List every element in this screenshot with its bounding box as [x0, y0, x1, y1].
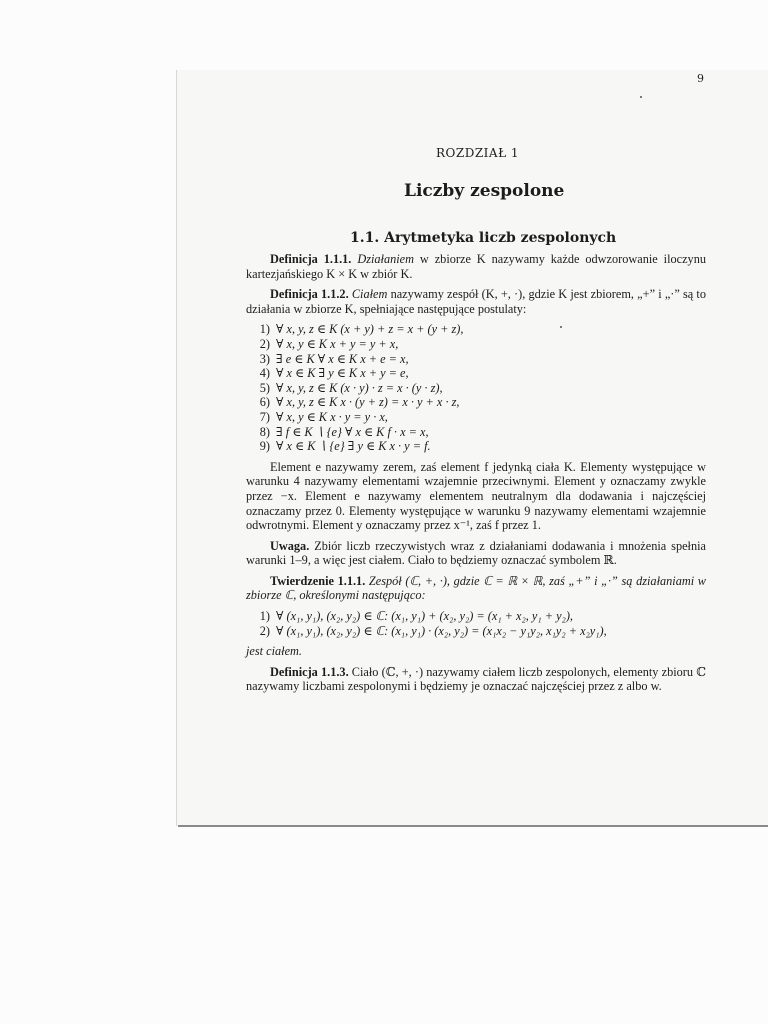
item-number: 4) [259, 366, 270, 381]
formula: ∃ e ∈ K ∀ x ∈ K x + e = x, [276, 351, 409, 366]
definition-text: nazywamy zespół (K, +, ·), gdzie K jest zbiorem, „+” i „·” są to działania w zbiorze K, spełniające następujące postulaty: [246, 287, 706, 316]
definition-1-1-2 [246, 287, 706, 316]
formula: ∀ x, y, z ∈ K (x + y) + z = x + (y + z), [276, 322, 464, 337]
item-number: 6) [259, 395, 270, 410]
item-number: 3) [259, 351, 270, 366]
item-number: 1) [259, 322, 270, 337]
formula: ∀ x ∈ K ∖ {e} ∃ y ∈ K x · y = f. [276, 439, 431, 454]
postulate-item [246, 352, 706, 367]
formula: ∀ x, y, z ∈ K (x · y) · z = x · (y · z), [276, 380, 443, 395]
remark [246, 539, 706, 568]
formula: ∀ x, y, z ∈ K x · (y + z) = x · y + x · z, [276, 395, 460, 410]
item-number: 5) [259, 380, 270, 395]
postulate-item [246, 322, 706, 337]
postulate-item [246, 439, 706, 454]
scan-speck [640, 96, 642, 98]
formula: ∀ (x₁, y₁), (x₂, y₂) ∈ ℂ: (x₁, y₁) + (x₂, y₂) = (x₁ + x₂, y₁ + y₂), [276, 609, 573, 624]
postulate-item [246, 410, 706, 425]
postulate-item [246, 366, 706, 381]
theorem-text: Zespół (ℂ, +, ·), gdzie ℂ = ℝ × ℝ, zaś „+” i „·” są działaniami w zbiorze ℂ, określonymi następująco: [246, 573, 706, 603]
definition-text: Ciało (ℂ, +, ·) nazywamy ciałem liczb zespolonych, elementy zbioru ℂ nazywamy liczbami zespolonymi i będziemy je oznaczać najczęściej przez z albo w. [246, 664, 706, 694]
chapter-label: ROZDZIAŁ 1 [436, 146, 520, 160]
item-number: 2) [259, 336, 270, 351]
item-number: 7) [259, 409, 270, 424]
element-paragraph: Element e nazywamy zerem, zaś element f jedynką ciała K. Elementy występujące w warunku 4 nazywamy elementami wzajemnie przeciwnymi. Element y oznaczamy zwykle przez −x. Element e nazywamy elementem neutralnym dla dodawania i najczęściej oznaczamy przez 0. Elementy występujące w warunku 9 nazywamy elementami wzajemnie odwrotnymi. Element y oznaczamy przez x⁻¹, zaś f przez 1. [246, 459, 706, 533]
remark-text: Zbiór liczb rzeczywistych wraz z działaniami dodawania i mnożenia spełnia warunki 1–9, a więc jest ciałem. Ciało to będziemy oznaczać symbolem ℝ. [246, 538, 706, 568]
theorem-heading: Twierdzenie 1.1.1. [270, 573, 366, 588]
item-number: 2) [259, 623, 270, 638]
chapter-title: Liczby zespolone [404, 181, 565, 201]
formula: ∀ (x₁, y₁), (x₂, y₂) ∈ ℂ: (x₁, y₁) · (x₂, y₂) = (x₁x₂ − y₁y₂, x₁y₂ + x₂y₁), [276, 623, 607, 638]
theorem-1-1-1 [246, 574, 706, 603]
postulates-list [246, 322, 706, 453]
definition-1-1-1 [246, 252, 706, 281]
defined-term: Działaniem [357, 252, 415, 266]
formula: ∃ f ∈ K ∖ {e} ∀ x ∈ K f · x = x, [276, 424, 429, 439]
page-bottom-edge [178, 825, 768, 827]
definition-heading: Definicja 1.1.2. [270, 287, 349, 302]
definition-heading: Definicja 1.1.1. [270, 252, 352, 266]
postulate-item [246, 381, 706, 396]
defined-term: Ciałem [351, 287, 388, 302]
formula: ∀ x, y ∈ K x · y = y · x, [276, 409, 388, 424]
operation-item [246, 609, 706, 624]
theorem-operations-list [246, 609, 706, 638]
definition-text: w zbiorze K nazywamy każde odwzorowanie iloczynu kartezjańskiego K × K w zbiór K. [246, 252, 706, 281]
item-number: 9) [259, 439, 270, 454]
item-number: 8) [259, 424, 270, 439]
page-number: 9 [697, 72, 704, 85]
item-number: 1) [259, 609, 270, 624]
formula: ∀ x ∈ K ∃ y ∈ K x + y = e, [276, 366, 409, 381]
postulate-item [246, 337, 706, 352]
postulate-item [246, 425, 706, 440]
definition-1-1-3 [246, 665, 706, 694]
theorem-closing: jest ciałem. [246, 644, 303, 659]
section-title: 1.1. Arytmetyka liczb zespolonych [350, 230, 617, 246]
operation-item [246, 624, 706, 639]
postulate-item [246, 395, 706, 410]
page-body [246, 252, 706, 700]
definition-heading: Definicja 1.1.3. [270, 664, 349, 679]
formula: ∀ x, y ∈ K x + y = y + x, [276, 336, 399, 351]
remark-heading: Uwaga. [270, 538, 310, 553]
